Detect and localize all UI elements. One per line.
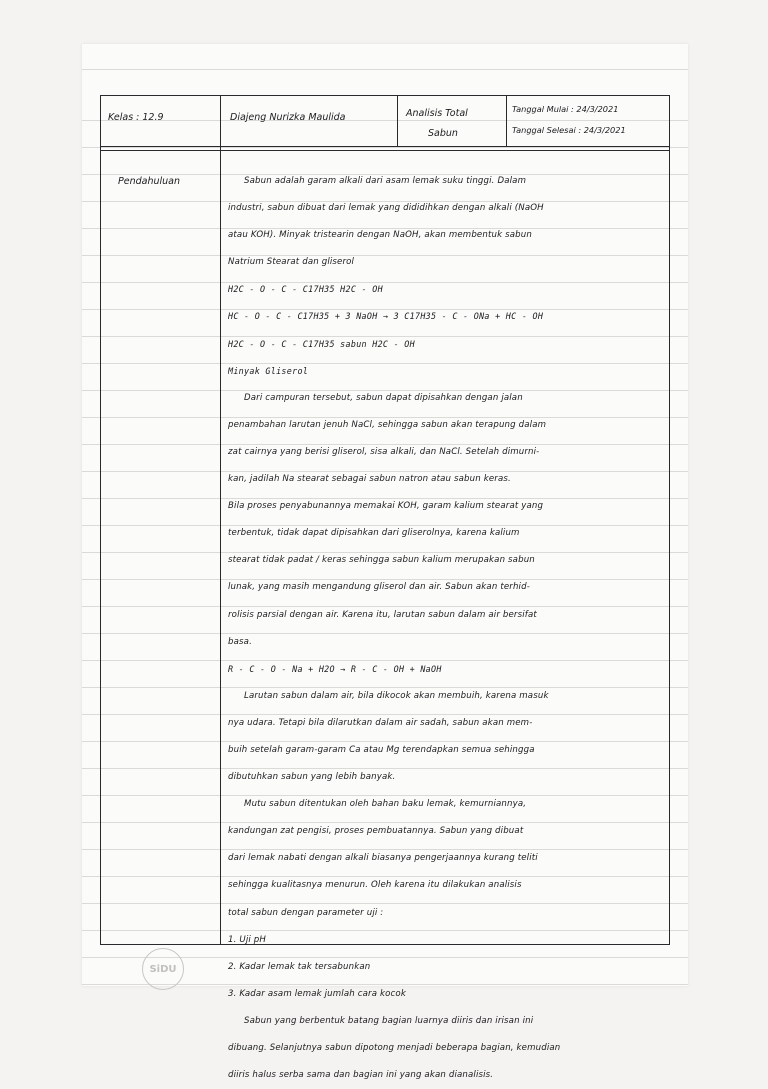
text-line: Minyak Gliserol bbox=[228, 365, 309, 376]
text-line: dari lemak nabati dengan alkali biasanya pengerjaannya kurang teliti bbox=[228, 853, 538, 864]
text-line: kan, jadilah Na stearat sebagai sabun natron atau sabun keras. bbox=[228, 474, 511, 485]
table-left-border bbox=[100, 95, 101, 945]
text-line: H2C - O - C - C17H35 sabun H2C - OH bbox=[228, 338, 415, 349]
text-line: zat cairnya yang berisi gliserol, sisa alkali, dan NaCl. Setelah dimurni- bbox=[228, 446, 540, 457]
start-date: Tanggal Mulai : 24/3/2021 bbox=[512, 104, 619, 114]
text-line: rolisis parsial dengan air. Karena itu, larutan sabun dalam air bersifat bbox=[228, 609, 537, 620]
student-name: Diajeng Nurizka Maulida bbox=[230, 112, 346, 123]
experiment-title-line1: Analisis Total bbox=[406, 108, 468, 119]
text-line: Natrium Stearat dan gliserol bbox=[228, 257, 355, 268]
text-line: atau KOH). Minyak tristearin dengan NaOH, akan membentuk sabun bbox=[228, 230, 532, 241]
text-line: terbentuk, tidak dapat dipisahkan dari gliserolnya, karena kalium bbox=[228, 528, 520, 539]
text-line: Sabun adalah garam alkali dari asam lemak suku tinggi. Dalam bbox=[244, 176, 527, 186]
column-divider-2 bbox=[397, 95, 398, 147]
text-line: R - C - O - Na + H2O → R - C - OH + NaOH bbox=[228, 663, 442, 674]
text-line: Larutan sabun dalam air, bila dikocok akan membuih, karena masuk bbox=[244, 690, 549, 701]
text-line: stearat tidak padat / keras sehingga sabun kalium merupakan sabun bbox=[228, 555, 535, 566]
header-bottom-border bbox=[100, 146, 670, 147]
text-line: Mutu sabun ditentukan oleh bahan baku lemak, kemurniannya, bbox=[244, 799, 527, 810]
text-line: dibutuhkan sabun yang lebih banyak. bbox=[228, 772, 396, 783]
text-line: sehingga kualitasnya menurun. Oleh karena itu dilakukan analisis bbox=[228, 880, 522, 891]
text-line: HC - O - C - C17H35 + 3 NaOH → 3 C17H35 - C - ONa + HC - OH bbox=[228, 311, 544, 322]
text-line: kandungan zat pengisi, proses pembuatannya. Sabun yang dibuat bbox=[228, 826, 524, 837]
text-line: basa. bbox=[228, 636, 252, 647]
sidu-stamp-logo: SiDU bbox=[142, 948, 184, 990]
text-line: Bila proses penyabunannya memakai KOH, garam kalium stearat yang bbox=[228, 501, 544, 512]
column-divider-3 bbox=[506, 95, 507, 147]
text-line: Sabun yang berbentuk batang bagian luarnya diiris dan irisan ini bbox=[244, 1015, 534, 1026]
text-line: total sabun dengan parameter uji : bbox=[228, 907, 384, 918]
text-line: diiris halus serba sama dan bagian ini yang akan dianalisis. bbox=[228, 1070, 494, 1081]
end-date: Tanggal Selesai : 24/3/2021 bbox=[512, 125, 626, 135]
section-title: Pendahuluan bbox=[118, 176, 180, 187]
text-line: lunak, yang masih mengandung gliserol dan air. Sabun akan terhid- bbox=[228, 582, 530, 593]
text-line: Dari campuran tersebut, sabun dapat dipisahkan dengan jalan bbox=[244, 392, 523, 403]
text-line: H2C - O - C - C17H35 H2C - OH bbox=[228, 284, 383, 295]
text-line: dibuang. Selanjutnya sabun dipotong menjadi beberapa bagian, kemudian bbox=[228, 1043, 561, 1053]
column-divider-1 bbox=[220, 95, 221, 945]
text-line: 3. Kadar asam lemak jumlah cara kocok bbox=[228, 988, 406, 999]
experiment-title-line2: Sabun bbox=[428, 128, 458, 139]
kelas-label: Kelas : 12.9 bbox=[108, 112, 164, 123]
text-line: industri, sabun dibuat dari lemak yang dididihkan dengan alkali (NaOH bbox=[228, 203, 544, 214]
text-line: penambahan larutan jenuh NaCl, sehingga sabun akan terapung dalam bbox=[228, 419, 547, 430]
body-text bbox=[228, 168, 673, 1089]
text-line: nya udara. Tetapi bila dilarutkan dalam air sadah, sabun akan mem- bbox=[228, 717, 533, 728]
text-line: 1. Uji pH bbox=[228, 934, 266, 945]
text-line: buih setelah garam-garam Ca atau Mg terendapkan semua sehingga bbox=[228, 744, 535, 755]
section-divider bbox=[100, 150, 670, 151]
text-line: 2. Kadar lemak tak tersabunkan bbox=[228, 961, 371, 972]
table-top-border bbox=[100, 95, 670, 96]
